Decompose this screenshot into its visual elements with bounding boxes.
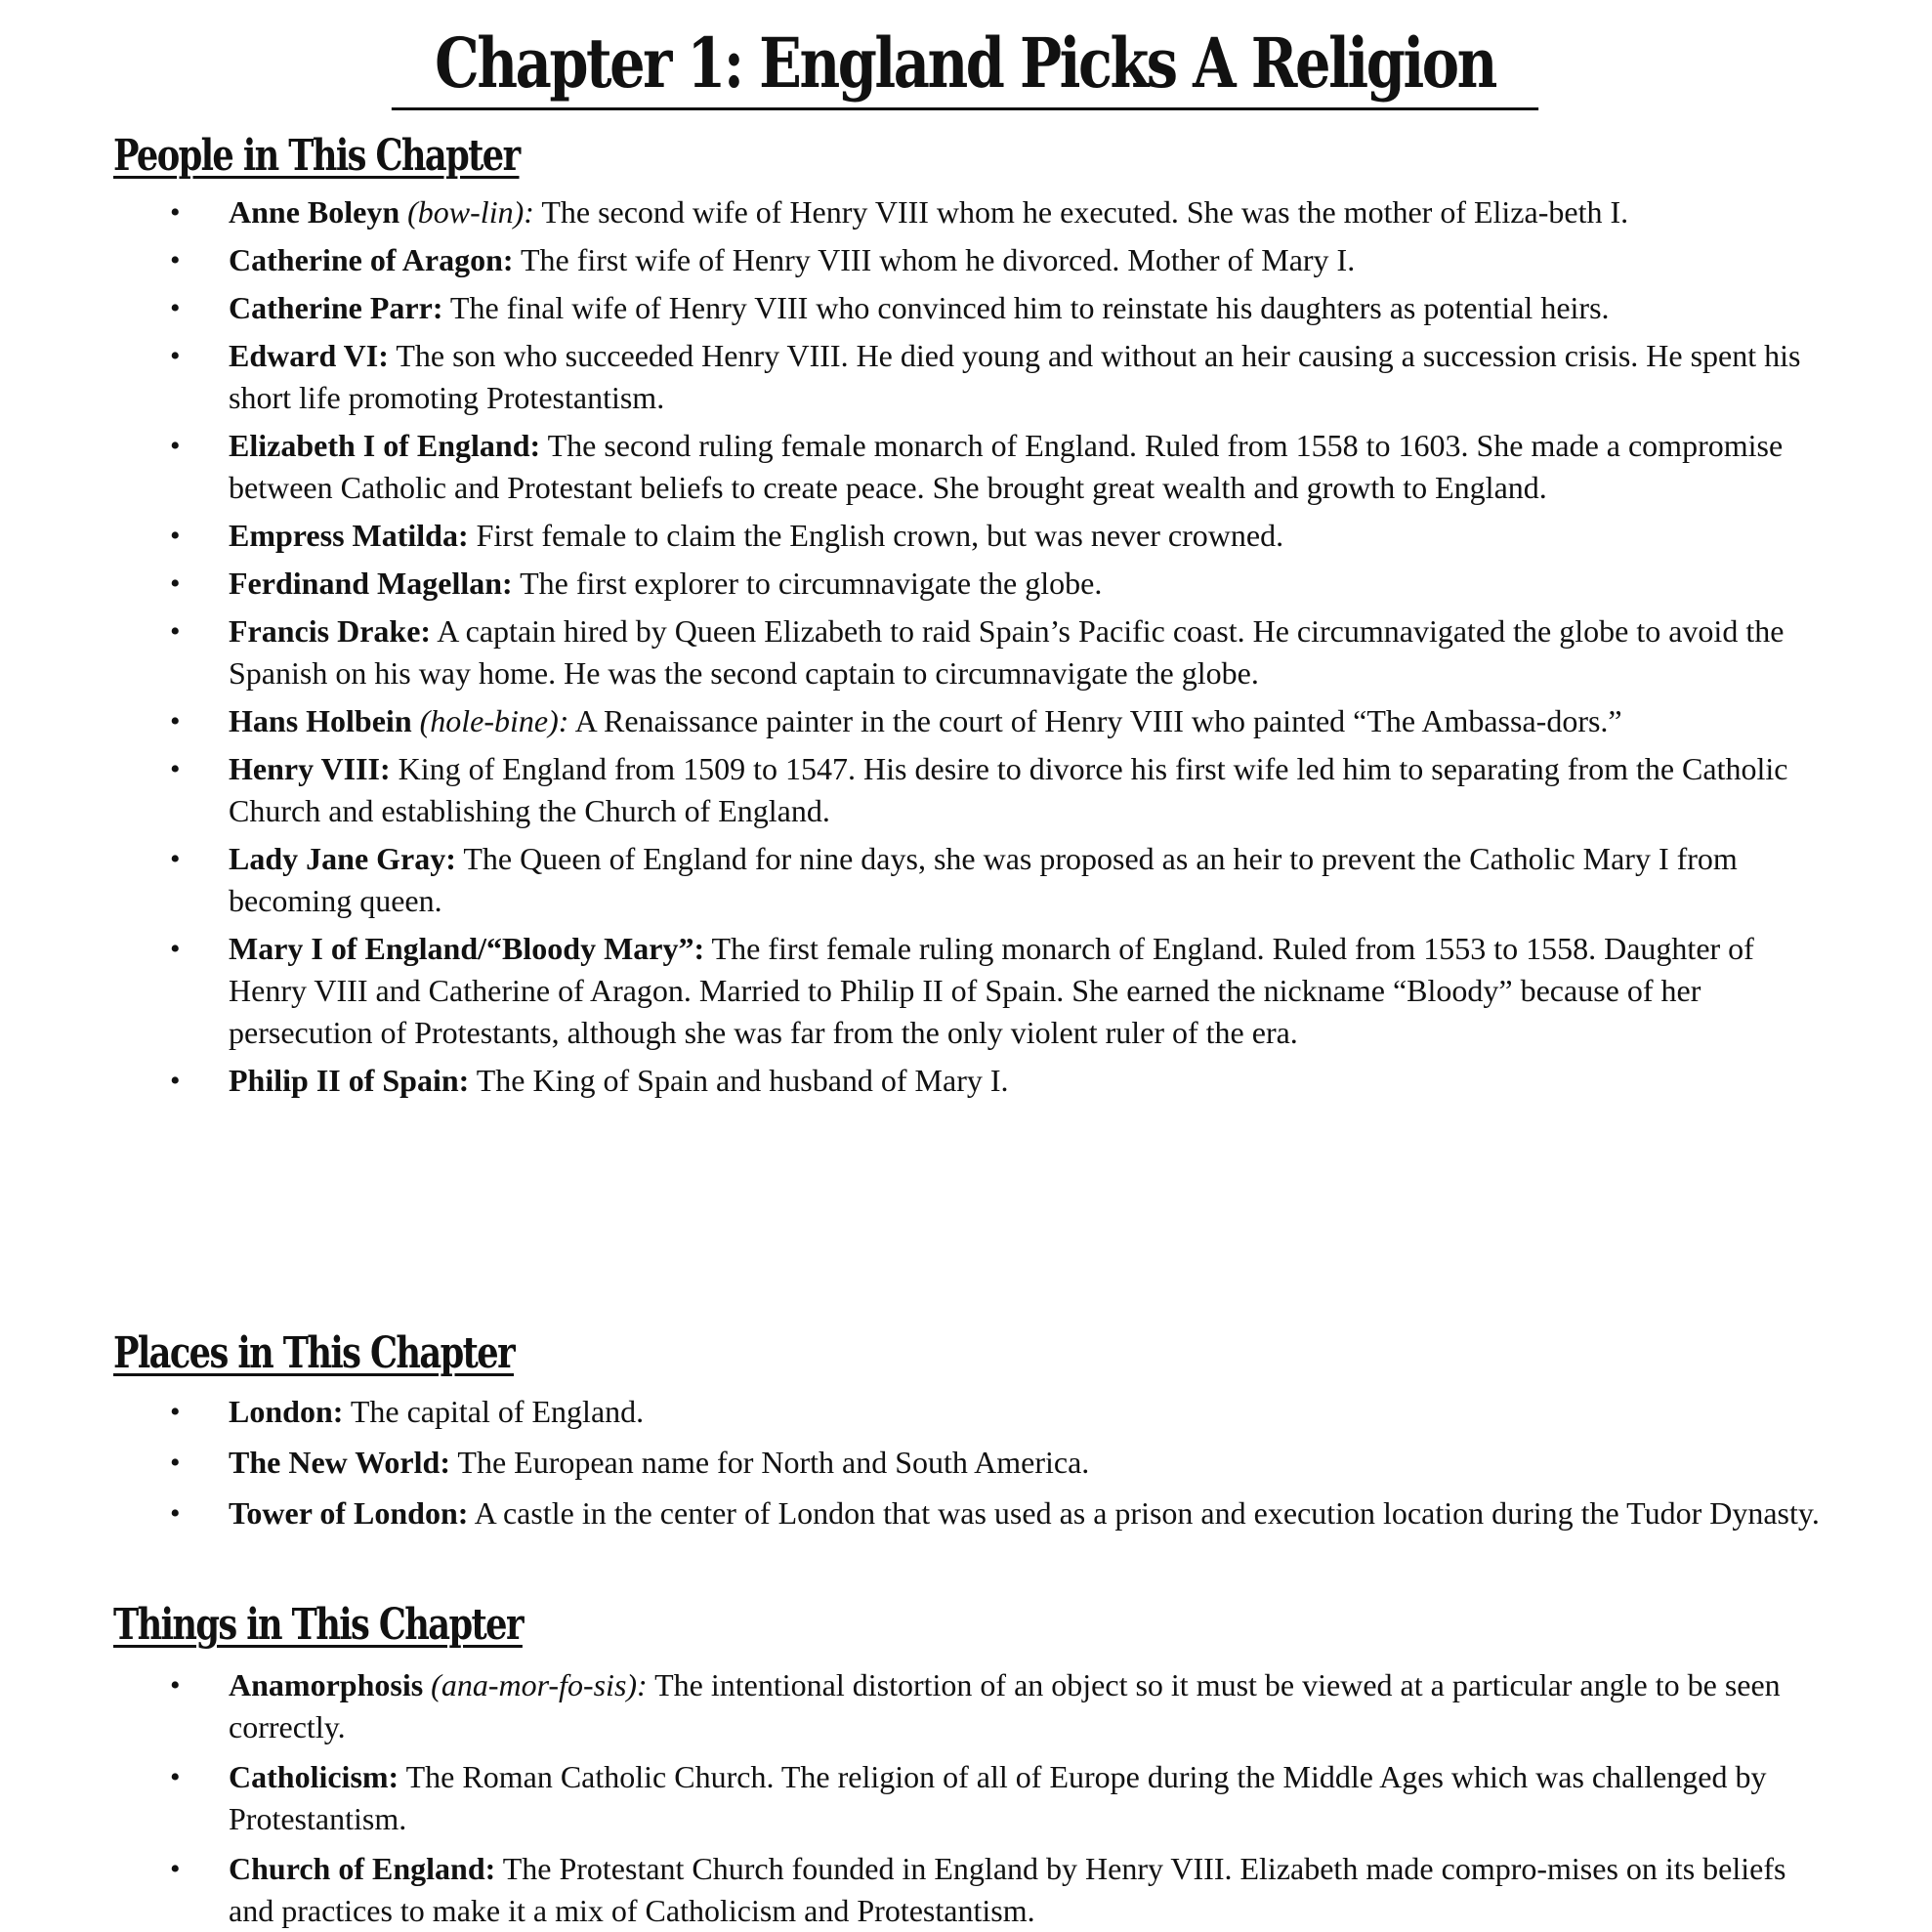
bullet-icon: •	[170, 520, 181, 552]
entry-term: Mary I of England/“Bloody Mary”:	[229, 931, 705, 966]
places-section	[113, 1328, 1832, 1543]
bullet-icon: •	[170, 1396, 181, 1428]
entry-term: Catholicism:	[229, 1759, 399, 1794]
entry-term: London:	[229, 1394, 344, 1429]
entry-term: Lady Jane Gray:	[229, 841, 456, 876]
people-heading: People in This Chapter	[113, 131, 520, 181]
entry-description: The capital of England.	[343, 1394, 645, 1429]
bullet-icon: •	[170, 196, 181, 229]
bullet-icon: •	[170, 843, 181, 875]
entry-term: Anamorphosis	[229, 1667, 424, 1702]
entry-description: The Queen of England for nine days, she was proposed as an heir to prevent the Catholic Mary I from becoming queen.	[229, 841, 1738, 918]
list-item	[113, 191, 1823, 233]
bullet-icon: •	[170, 1853, 181, 1885]
entry-term: Elizabeth I of England:	[229, 428, 541, 463]
entry-term: Philip II of Spain:	[229, 1063, 470, 1098]
entry-term: Catherine Parr:	[229, 290, 443, 325]
bullet-icon: •	[170, 615, 181, 648]
bullet-icon: •	[170, 1761, 181, 1793]
entry-description: The first explorer to circumnavigate the globe.	[512, 566, 1103, 601]
list-item	[113, 700, 1823, 742]
entry-description: The son who succeeded Henry VIII. He died young and without an heir causing a succession crisis. He spent his short life promoting Protestantism.	[229, 338, 1801, 415]
bullet-icon: •	[170, 292, 181, 324]
list-item	[113, 1848, 1823, 1932]
list-item	[113, 1060, 1823, 1102]
list-item	[113, 425, 1823, 509]
entry-description: The Roman Catholic Church. The religion of all of Europe during the Middle Ages which was challenged by Protestantism.	[229, 1759, 1767, 1836]
things-section	[113, 1600, 1832, 1932]
entry-term: Catherine of Aragon:	[229, 242, 514, 277]
list-item	[113, 1391, 1823, 1433]
things-list	[113, 1664, 1832, 1932]
bullet-icon: •	[170, 933, 181, 965]
entry-description: The second ruling female monarch of England. Ruled from 1558 to 1603. She made a compromise between Catholic and Protestant beliefs to create peace. She brought great wealth and growth to England.	[229, 428, 1784, 505]
entry-description: The first wife of Henry VIII whom he divorced. Mother of Mary I.	[513, 242, 1356, 277]
entry-term: Ferdinand Magellan:	[229, 566, 513, 601]
entry-description: The intentional distortion of an object so it must be viewed at a particular angle to be seen correctly.	[229, 1667, 1781, 1744]
entry-description: The second wife of Henry VIII whom he executed. She was the mother of Eliza-beth I.	[533, 194, 1629, 230]
entry-term: Hans Holbein	[229, 703, 412, 738]
things-heading: Things in This Chapter	[113, 1600, 523, 1650]
entry-pronunciation: (bow-lin):	[407, 194, 534, 230]
bullet-icon: •	[170, 340, 181, 372]
list-item	[113, 335, 1823, 419]
chapter-title-text: Chapter 1: England Picks A Religion	[435, 22, 1495, 104]
entry-description: The King of Spain and husband of Mary I.	[469, 1063, 1009, 1098]
bullet-icon: •	[170, 1669, 181, 1701]
bullet-icon: •	[170, 705, 181, 737]
list-item	[113, 287, 1823, 329]
entry-term: Henry VIII:	[229, 751, 391, 786]
bullet-icon: •	[170, 567, 181, 600]
people-section	[113, 131, 1832, 1108]
list-item	[113, 610, 1823, 694]
people-list	[113, 191, 1832, 1102]
list-item	[113, 1756, 1823, 1840]
entry-term: Tower of London:	[229, 1495, 469, 1531]
entry-description: A castle in the center of London that was used as a prison and execution location during the Tudor Dynasty.	[468, 1495, 1820, 1531]
entry-term: The New World:	[229, 1445, 450, 1480]
list-item	[113, 838, 1823, 922]
list-item	[113, 1442, 1823, 1484]
entry-description: King of England from 1509 to 1547. His desire to divorce his first wife led him to separating from the Catholic Church and establishing the Church of England.	[229, 751, 1788, 828]
list-item	[113, 239, 1823, 281]
entry-pronunciation: (hole-bine):	[419, 703, 569, 738]
entry-description: A Renaissance painter in the court of Henry VIII who painted “The Ambassa-dors.”	[568, 703, 1622, 738]
entry-term: Empress Matilda:	[229, 518, 469, 553]
entry-term: Anne Boleyn	[229, 194, 400, 230]
bullet-icon: •	[170, 1065, 181, 1097]
places-list	[113, 1391, 1832, 1534]
entry-description: The first female ruling monarch of England. Ruled from 1553 to 1558. Daughter of Henry VIII and Catherine of Aragon. Married to Philip II of Spain. She earned the nickname “Bloody” because of her persecution of Protestants, although she was far from the only violent ruler of the era.	[229, 931, 1754, 1050]
list-item	[113, 1664, 1823, 1748]
places-heading: Places in This Chapter	[113, 1328, 515, 1378]
list-item	[113, 515, 1823, 557]
bullet-icon: •	[170, 244, 181, 276]
chapter-title	[392, 21, 1538, 110]
entry-description: First female to claim the English crown, but was never crowned.	[468, 518, 1284, 553]
list-item	[113, 928, 1823, 1054]
entry-pronunciation: (ana-mor-fo-sis):	[431, 1667, 648, 1702]
entry-term: Francis Drake:	[229, 613, 432, 649]
bullet-icon: •	[170, 1497, 181, 1530]
entry-term: Church of England:	[229, 1851, 496, 1886]
list-item	[113, 1492, 1823, 1534]
list-item	[113, 563, 1823, 605]
entry-description: The final wife of Henry VIII who convinced him to reinstate his daughters as potential heirs.	[442, 290, 1610, 325]
entry-description: A captain hired by Queen Elizabeth to raid Spain’s Pacific coast. He circumnavigated the globe to avoid the Spanish on his way home. He was the second captain to circumnavigate the globe.	[229, 613, 1785, 691]
entry-description: The Protestant Church founded in England by Henry VIII. Elizabeth made compro-mises on its beliefs and practices to make it a mix of Catholicism and Protestantism.	[229, 1851, 1786, 1928]
bullet-icon: •	[170, 753, 181, 785]
list-item	[113, 748, 1823, 832]
entry-term: Edward VI:	[229, 338, 389, 373]
bullet-icon: •	[170, 430, 181, 462]
entry-description: The European name for North and South America.	[449, 1445, 1090, 1480]
bullet-icon: •	[170, 1447, 181, 1479]
